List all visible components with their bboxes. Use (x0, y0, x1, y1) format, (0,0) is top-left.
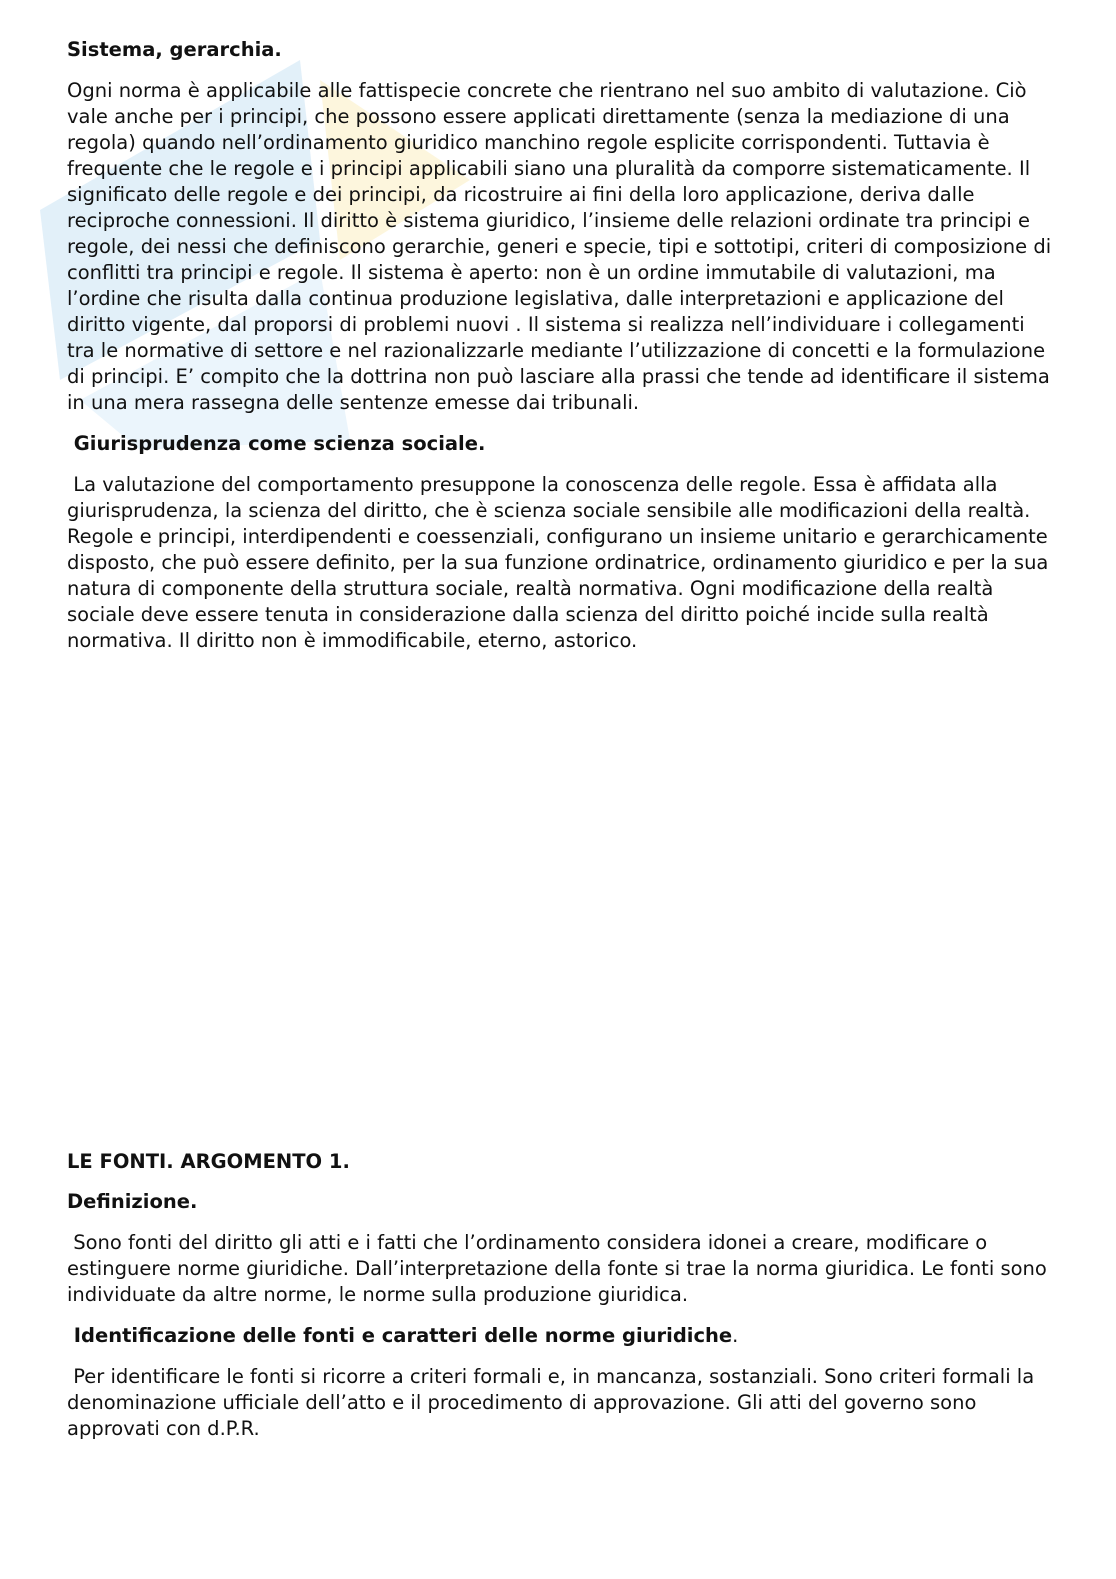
heading-identificazione-text: Identificazione delle fonti e caratteri delle norme giuridiche (67, 1324, 733, 1347)
heading-sistema: Sistema, gerarchia. (67, 38, 282, 61)
paragraph-giurisprudenza: La valutazione del comportamento presuppone la conoscenza delle regole. Essa è affidata alla giurisprudenza, la scienza del diritto, che è scienza sociale sensibile alle modificazioni della realtà. Regole e principi, interdipendenti e coessenziali, configurano un insieme unitario e gerarchicamente disposto, che può essere definito, per la sua funzione ordinatrice, ordinamento giuridico e per la sua natura di componente della struttura sociale, realtà normativa. Ogni modificazione della realtà sociale deve essere tenuta in considerazione dalla scienza del diritto poiché incide sulla realtà normativa. Il diritto non è immodificabile, eterno, astorico. (67, 473, 1055, 652)
heading-identificazione (67, 1324, 1052, 1348)
paragraph-sistema: Ogni norma è applicabile alle fattispecie concrete che rientrano nel suo ambito di valutazione. Ciò vale anche per i principi, che possono essere applicati direttamente (senza la mediazione di una regola) quando nell’ordinamento giuridico manchino regole esplicite corrispondenti. Tuttavia è frequente che le regole e i principi applicabili siano una pluralità da comporre sistematicamente. Il significato delle regole e dei principi, da ricostruire ai fini della loro applicazione, deriva dalle reciproche connessioni. Il diritto è sistema giuridico, l’insieme delle relazioni ordinate tra principi e regole, dei nessi che definiscono gerarchie, generi e specie, tipi e sottotipi, criteri di composizione di conflitti tra principi e regole. Il sistema è aperto: non è un ordine immutabile di valutazioni, ma l’ordine che risulta dalla continua produzione legislativa, dalle interpretazioni e applicazione del diritto vigente, dal proporsi di problemi nuovi . Il sistema si realizza nell’individuare i collegamenti tra le normative di settore e nel razionalizzarle mediante l’utilizzazione di concetti e la formulazione di principi. E’ compito che la dottrina non può lasciare alla prassi che tende ad identificare il sistema in una mera rassegna delle sentenze emesse dai tribunali. (67, 79, 1058, 414)
heading-fonti: LE FONTI. ARGOMENTO 1. (67, 1150, 350, 1173)
paragraph-definizione: Sono fonti del diritto gli atti e i fatti che l’ordinamento considera idonei a creare, modificare o estinguere norme giuridiche. Dall’interpretazione della fonte si trae la norma giuridica. Le fonti sono individuate da altre norme, le norme sulla produzione giuridica. (67, 1231, 1054, 1306)
heading-identificazione-period: . (732, 1324, 739, 1347)
heading-giurisprudenza: Giurisprudenza come scienza sociale. (67, 432, 486, 455)
blank-space (67, 670, 1052, 1150)
paragraph-identificazione: Per identificare le fonti si ricorre a criteri formali e, in mancanza, sostanziali. Sono criteri formali la denominazione ufficiale dell’atto e il procedimento di approvazione. Gli atti del governo sono approvati con d.P.R. (67, 1365, 1041, 1440)
document-page (67, 38, 1058, 1458)
heading-definizione: Definizione. (67, 1190, 198, 1213)
